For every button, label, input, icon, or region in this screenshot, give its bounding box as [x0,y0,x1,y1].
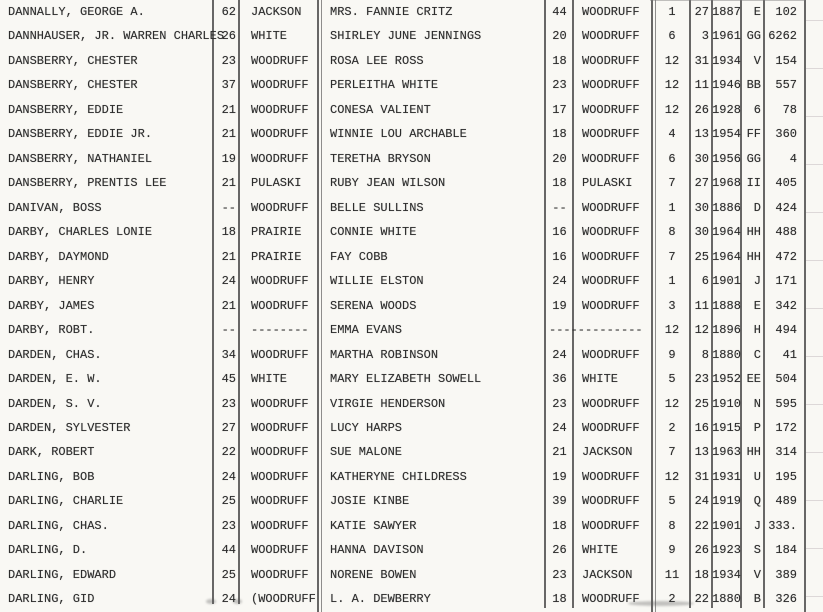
bride-name-cell: PERLEITHA WHITE [330,78,439,93]
groom-name-cell: DANNHAUSER, JR. WARREN CHARLES [8,29,225,44]
groom-county-cell: WOODRUFF [251,494,309,509]
groom-county-cell: WOODRUFF [251,396,309,411]
page-cell: 184 [775,543,797,558]
book-cell: N [753,396,761,411]
groom-county-cell: WOODRUFF [251,127,309,142]
page-cell: 424 [775,200,797,215]
groom-age-cell: 24 [221,274,236,289]
bride-name-cell: SUE MALONE [330,445,403,460]
day-cell: 24 [694,494,709,509]
groom-age-cell: 23 [221,518,236,533]
groom-name-cell: DARBY, ROBT. [8,323,95,338]
bride-age-cell: 18 [552,127,567,142]
book-cell: P [753,420,761,435]
groom-age-cell: 44 [221,543,236,558]
groom-name-cell: DARBY, CHARLES LONIE [8,225,153,240]
groom-name-cell: DARLING, EDWARD [8,567,117,582]
bride-name-cell: L. A. DEWBERRY [330,592,431,607]
bride-age-cell: 18 [552,592,567,607]
book-cell: E [753,5,761,19]
day-cell: 16 [694,420,709,435]
margin-rule [806,404,823,405]
day-cell: 25 [694,396,709,411]
year-cell: 1880 [712,347,741,362]
page-cell: 389 [775,567,797,582]
page-cell: 6262 [768,29,797,44]
year-cell: 1880 [712,592,741,607]
page-cell: 557 [775,78,797,93]
groom-age-cell: 21 [221,127,236,142]
page-cell: 342 [775,298,797,313]
page-cell: 41 [782,347,797,362]
book-cell: FF [746,127,761,142]
bride-name-cell: WINNIE LOU ARCHABLE [330,127,467,142]
groom-county-cell: WOODRUFF [251,567,309,582]
bride-county-cell: WOODRUFF [582,347,640,362]
bride-county-cell: WOODRUFF [582,102,640,117]
book-cell: V [753,567,761,582]
groom-county-cell: WOODRUFF [251,445,309,460]
year-cell: 1964 [712,225,741,240]
groom-county-cell: WHITE [251,29,288,44]
year-cell: 1956 [712,151,741,166]
bride-age-cell: 18 [552,176,567,191]
day-cell: 11 [694,298,709,313]
groom-county-cell: WOODRUFF [251,78,309,93]
groom-name-cell: DARLING, GID [8,592,95,607]
year-cell: 1934 [712,53,741,68]
bride-name-cell: BELLE SULLINS [330,200,424,215]
groom-age-cell: 45 [221,372,236,387]
groom-county-cell: WOODRUFF [251,518,309,533]
groom-age-cell: 24 [221,592,236,607]
book-cell: S [753,543,761,558]
book-cell: J [753,518,761,533]
groom-age-cell: 18 [221,225,236,240]
book-cell: V [753,53,761,68]
groom-name-cell: DANSBERRY, EDDIE JR. [8,127,153,142]
book-cell: U [753,469,761,484]
day-cell: 6 [701,274,709,289]
groom-age-cell: 24 [221,469,236,484]
groom-age-cell: 25 [221,494,236,509]
margin-rule [806,164,823,165]
groom-age-cell: 21 [221,176,236,191]
book-cell: J [753,274,761,289]
page-cell: 489 [775,494,797,509]
page-cell: 172 [775,420,797,435]
bride-name-cell: SHIRLEY JUNE JENNINGS [330,29,482,44]
groom-age-cell: 21 [221,102,236,117]
day-cell: 8 [701,347,709,362]
margin-rule [806,308,823,309]
margin-rule [806,356,823,357]
bride-name-cell: SERENA WOODS [330,298,417,313]
groom-county-cell: (WOODRUFF [251,592,316,607]
margin-rule [806,212,823,213]
margin-rule [806,116,823,117]
groom-age-cell: -- [221,323,236,338]
bride-name-cell: VIRGIE HENDERSON [330,396,446,411]
book-cell: HH [746,225,761,240]
month-cell: 12 [664,396,680,411]
month-cell: 7 [668,445,676,460]
year-cell: 1931 [712,469,741,484]
groom-age-cell: 21 [221,249,236,264]
month-cell: 2 [668,592,676,607]
bride-age-cell: 16 [552,249,567,264]
day-cell: 26 [694,102,709,117]
book-cell: GG [746,29,761,44]
year-cell: 1888 [712,298,741,313]
year-cell: 1963 [712,445,741,460]
book-cell: EE [746,372,761,387]
page-cell: 4 [789,151,797,166]
bride-age-cell: 23 [552,78,567,93]
page-cell: 78 [782,102,797,117]
day-cell: 13 [694,127,709,142]
groom-name-cell: DANSBERRY, CHESTER [8,53,138,68]
groom-age-cell: 23 [221,396,236,411]
groom-county-cell: -------- [251,323,309,338]
groom-name-cell: DANSBERRY, PRENTIS LEE [8,176,167,191]
groom-age-cell: 19 [221,151,236,166]
day-cell: 12 [694,323,709,338]
bride-county-cell: WOODRUFF [582,78,640,93]
page-cell: 504 [775,372,797,387]
bride-name-cell: NORENE BOWEN [330,567,417,582]
month-cell: 1 [668,5,676,19]
groom-county-cell: WOODRUFF [251,543,309,558]
day-cell: 30 [694,200,709,215]
month-cell: 8 [668,225,676,240]
groom-age-cell: 34 [221,347,236,362]
month-cell: 5 [668,494,676,509]
bride-county-cell: WHITE [582,543,619,558]
year-cell: 1968 [712,176,741,191]
groom-county-cell: WOODRUFF [251,151,309,166]
year-cell: 1954 [712,127,741,142]
month-cell: 9 [668,347,676,362]
bride-name-cell: JOSIE KINBE [330,494,410,509]
day-cell: 26 [694,543,709,558]
bride-county-cell: WOODRUFF [582,396,640,411]
groom-name-cell: DARDEN, SYLVESTER [8,420,131,435]
day-cell: 11 [694,78,709,93]
bride-county-cell: WOODRUFF [582,420,640,435]
bride-age-cell: 44 [552,5,567,19]
bride-county-cell: JACKSON [582,567,633,582]
groom-age-cell: 62 [221,5,236,19]
page-cell: 488 [775,225,797,240]
book-cell: H [753,323,761,338]
year-cell: 1887 [712,5,741,19]
year-cell: 1923 [712,543,741,558]
bride-age-cell: 18 [552,53,567,68]
groom-county-cell: PRAIRIE [251,249,302,264]
groom-name-cell: DARDEN, CHAS. [8,347,102,362]
month-cell: 4 [668,127,676,142]
day-cell: 27 [694,176,709,191]
bride-county-cell: PULASKI [582,176,633,191]
bride-name-cell: ROSA LEE ROSS [330,53,424,68]
day-cell: 25 [694,249,709,264]
groom-county-cell: WOODRUFF [251,274,309,289]
groom-name-cell: DARBY, JAMES [8,298,95,313]
year-cell: 1910 [712,396,741,411]
day-cell: 22 [694,518,709,533]
bride-county-cell: WOODRUFF [582,274,640,289]
book-cell: Q [753,494,761,509]
book-cell: BB [746,78,761,93]
bride-age-cell: 20 [552,151,567,166]
month-cell: 9 [668,543,676,558]
bride-age-cell: 19 [552,298,567,313]
bride-age-cell: 16 [552,225,567,240]
bride-name-cell: TERETHA BRYSON [330,151,431,166]
month-cell: 3 [668,298,676,313]
bride-county-cell: WOODRUFF [582,127,640,142]
groom-name-cell: DARLING, BOB [8,469,95,484]
month-cell: 7 [668,249,676,264]
page-cell: 595 [775,396,797,411]
bride-age-cell: 20 [552,29,567,44]
bride-name-cell: HANNA DAVISON [330,543,424,558]
day-cell: 30 [694,225,709,240]
bride-name-cell: KATIE SAWYER [330,518,417,533]
groom-county-cell: WOODRUFF [251,469,309,484]
bride-name-cell: FAY COBB [330,249,388,264]
page-cell: 326 [775,592,797,607]
bride-county-cell: WOODRUFF [582,518,640,533]
groom-name-cell: DARDEN, S. V. [8,396,102,411]
book-cell: 6 [753,102,761,117]
bride-name-cell: RUBY JEAN WILSON [330,176,446,191]
month-cell: 12 [664,469,680,484]
groom-county-cell: WOODRUFF [251,200,309,215]
month-cell: 12 [664,53,680,68]
month-cell: 1 [668,200,676,215]
book-cell: D [753,200,761,215]
year-cell: 1946 [712,78,741,93]
bride-age-cell: 26 [552,543,567,558]
groom-name-cell: DANIVAN, BOSS [8,200,102,215]
bride-county-cell: WOODRUFF [582,494,640,509]
bride-age-cell: 19 [552,469,567,484]
month-cell: 6 [668,29,676,44]
groom-county-cell: WOODRUFF [251,102,309,117]
groom-name-cell: DANSBERRY, CHESTER [8,78,138,93]
margin-rule [806,260,823,261]
bride-age-cell: 18 [552,518,567,533]
groom-age-cell: 21 [221,298,236,313]
margin-rule [806,500,823,501]
page-cell: 360 [775,127,797,142]
bride-county-cell: WOODRUFF [582,469,640,484]
bride-name-cell: CONNIE WHITE [330,225,417,240]
bride-county-cell: JACKSON [582,445,633,460]
groom-name-cell: DARLING, D. [8,543,88,558]
page-cell: 472 [775,249,797,264]
month-cell: 5 [668,372,676,387]
page-cell: 154 [775,53,797,68]
day-cell: 18 [694,567,709,582]
month-cell: 7 [668,176,676,191]
bride-age-cell: 39 [552,494,567,509]
day-cell: 22 [694,592,709,607]
book-cell: C [753,347,761,362]
groom-name-cell: DARLING, CHAS. [8,518,109,533]
bride-age-cell: 24 [552,274,567,289]
margin-rule [806,20,823,21]
groom-name-cell: DARLING, CHARLIE [8,494,124,509]
bride-county-cell: WOODRUFF [582,151,640,166]
bride-name-cell: MARY ELIZABETH SOWELL [330,372,482,387]
bride-age-cell: 21 [552,445,567,460]
groom-name-cell: DARBY, HENRY [8,274,95,289]
day-cell: 13 [694,445,709,460]
year-cell: 1896 [712,323,741,338]
groom-age-cell: 37 [221,78,236,93]
year-cell: 1901 [712,274,741,289]
bride-name-cell: KATHERYNE CHILDRESS [330,469,467,484]
page-cell: 102 [775,5,797,19]
day-cell: 23 [694,372,709,387]
page-cell: 314 [775,445,797,460]
bride-age-cell: 23 [552,396,567,411]
bride-county-cell: WOODRUFF [582,200,640,215]
day-cell: 30 [694,151,709,166]
margin-rule [806,452,823,453]
groom-age-cell: 25 [221,567,236,582]
groom-age-cell: 22 [221,445,236,460]
bride-age-cell: -- [552,200,567,215]
groom-county-cell: WOODRUFF [251,420,309,435]
bride-county-cell: WOODRUFF [582,53,640,68]
year-cell: 1886 [712,200,741,215]
book-cell: HH [746,445,761,460]
month-cell: 12 [664,78,680,93]
margin-rule [806,68,823,69]
groom-county-cell: WOODRUFF [251,53,309,68]
month-cell: 12 [664,323,680,338]
groom-county-cell: PULASKI [251,176,302,191]
page-cell: 333. [768,518,797,533]
month-cell: 8 [668,518,676,533]
bride-age-cell: 17 [552,102,567,117]
bride-county-cell: WHITE [582,372,619,387]
bride-county-cell: WOODRUFF [582,5,640,19]
book-cell: HH [746,249,761,264]
year-cell: 1952 [712,372,741,387]
bride-age-cell: 36 [552,372,567,387]
bride-county-cell: WOODRUFF [582,29,640,44]
groom-name-cell: DARDEN, E. W. [8,372,102,387]
bride-age-cell: 24 [552,420,567,435]
page-cell: 494 [775,323,797,338]
groom-age-cell: 27 [221,420,236,435]
bride-county-cell: WOODRUFF [582,298,640,313]
groom-county-cell: PRAIRIE [251,225,302,240]
year-cell: 1901 [712,518,741,533]
year-cell: 1964 [712,249,741,264]
year-cell: 1919 [712,494,741,509]
margin-rule [806,596,823,597]
groom-name-cell: DANSBERRY, NATHANIEL [8,151,153,166]
bride-name-cell: EMMA EVANS [330,323,403,338]
year-cell: 1934 [712,567,741,582]
day-cell: 3 [701,29,709,44]
month-cell: 1 [668,274,676,289]
year-cell: 1915 [712,420,741,435]
day-cell: 31 [694,53,709,68]
bride-age-cell: 23 [552,567,567,582]
bride-county-cell [574,318,654,342]
groom-name-cell: DARK, ROBERT [8,445,95,460]
bride-name-cell: MRS. FANNIE CRITZ [330,5,453,19]
bride-name-cell: MARTHA ROBINSON [330,347,439,362]
bride-name-cell: LUCY HARPS [330,420,403,435]
margin-rule [806,548,823,549]
page-cell: 171 [775,274,797,289]
groom-age-cell: 23 [221,53,236,68]
book-cell: II [746,176,761,191]
page-cell: 195 [775,469,797,484]
groom-name-cell: DANNALLY, GEORGE A. [8,5,145,19]
month-cell: 2 [668,420,676,435]
month-cell: 12 [664,102,680,117]
page-cell: 405 [775,176,797,191]
bride-county-cell: WOODRUFF [582,225,640,240]
book-cell: B [753,592,761,607]
groom-county-cell: WOODRUFF [251,298,309,313]
groom-age-cell: -- [221,200,236,215]
groom-county-cell: WOODRUFF [251,347,309,362]
bride-county-cell: WOODRUFF [582,249,640,264]
groom-name-cell: DARBY, DAYMOND [8,249,109,264]
year-cell: 1928 [712,102,741,117]
bride-age-cell: 24 [552,347,567,362]
book-cell: GG [746,151,761,166]
month-cell: 11 [664,567,680,582]
bride-age-cell: ------------- [549,323,643,338]
groom-county-cell: JACKSON [251,5,302,19]
day-cell: 31 [694,469,709,484]
day-cell: 27 [694,5,709,19]
bride-name-cell: WILLIE ELSTON [330,274,424,289]
bride-county-cell: WOODRUFF [582,592,640,607]
groom-name-cell: DANSBERRY, EDDIE [8,102,124,117]
groom-county-cell: WHITE [251,372,288,387]
year-cell: 1961 [712,29,741,44]
groom-age-cell: 26 [221,29,236,44]
book-cell: E [753,298,761,313]
month-cell: 6 [668,151,676,166]
bride-name-cell: CONESA VALIENT [330,102,431,117]
